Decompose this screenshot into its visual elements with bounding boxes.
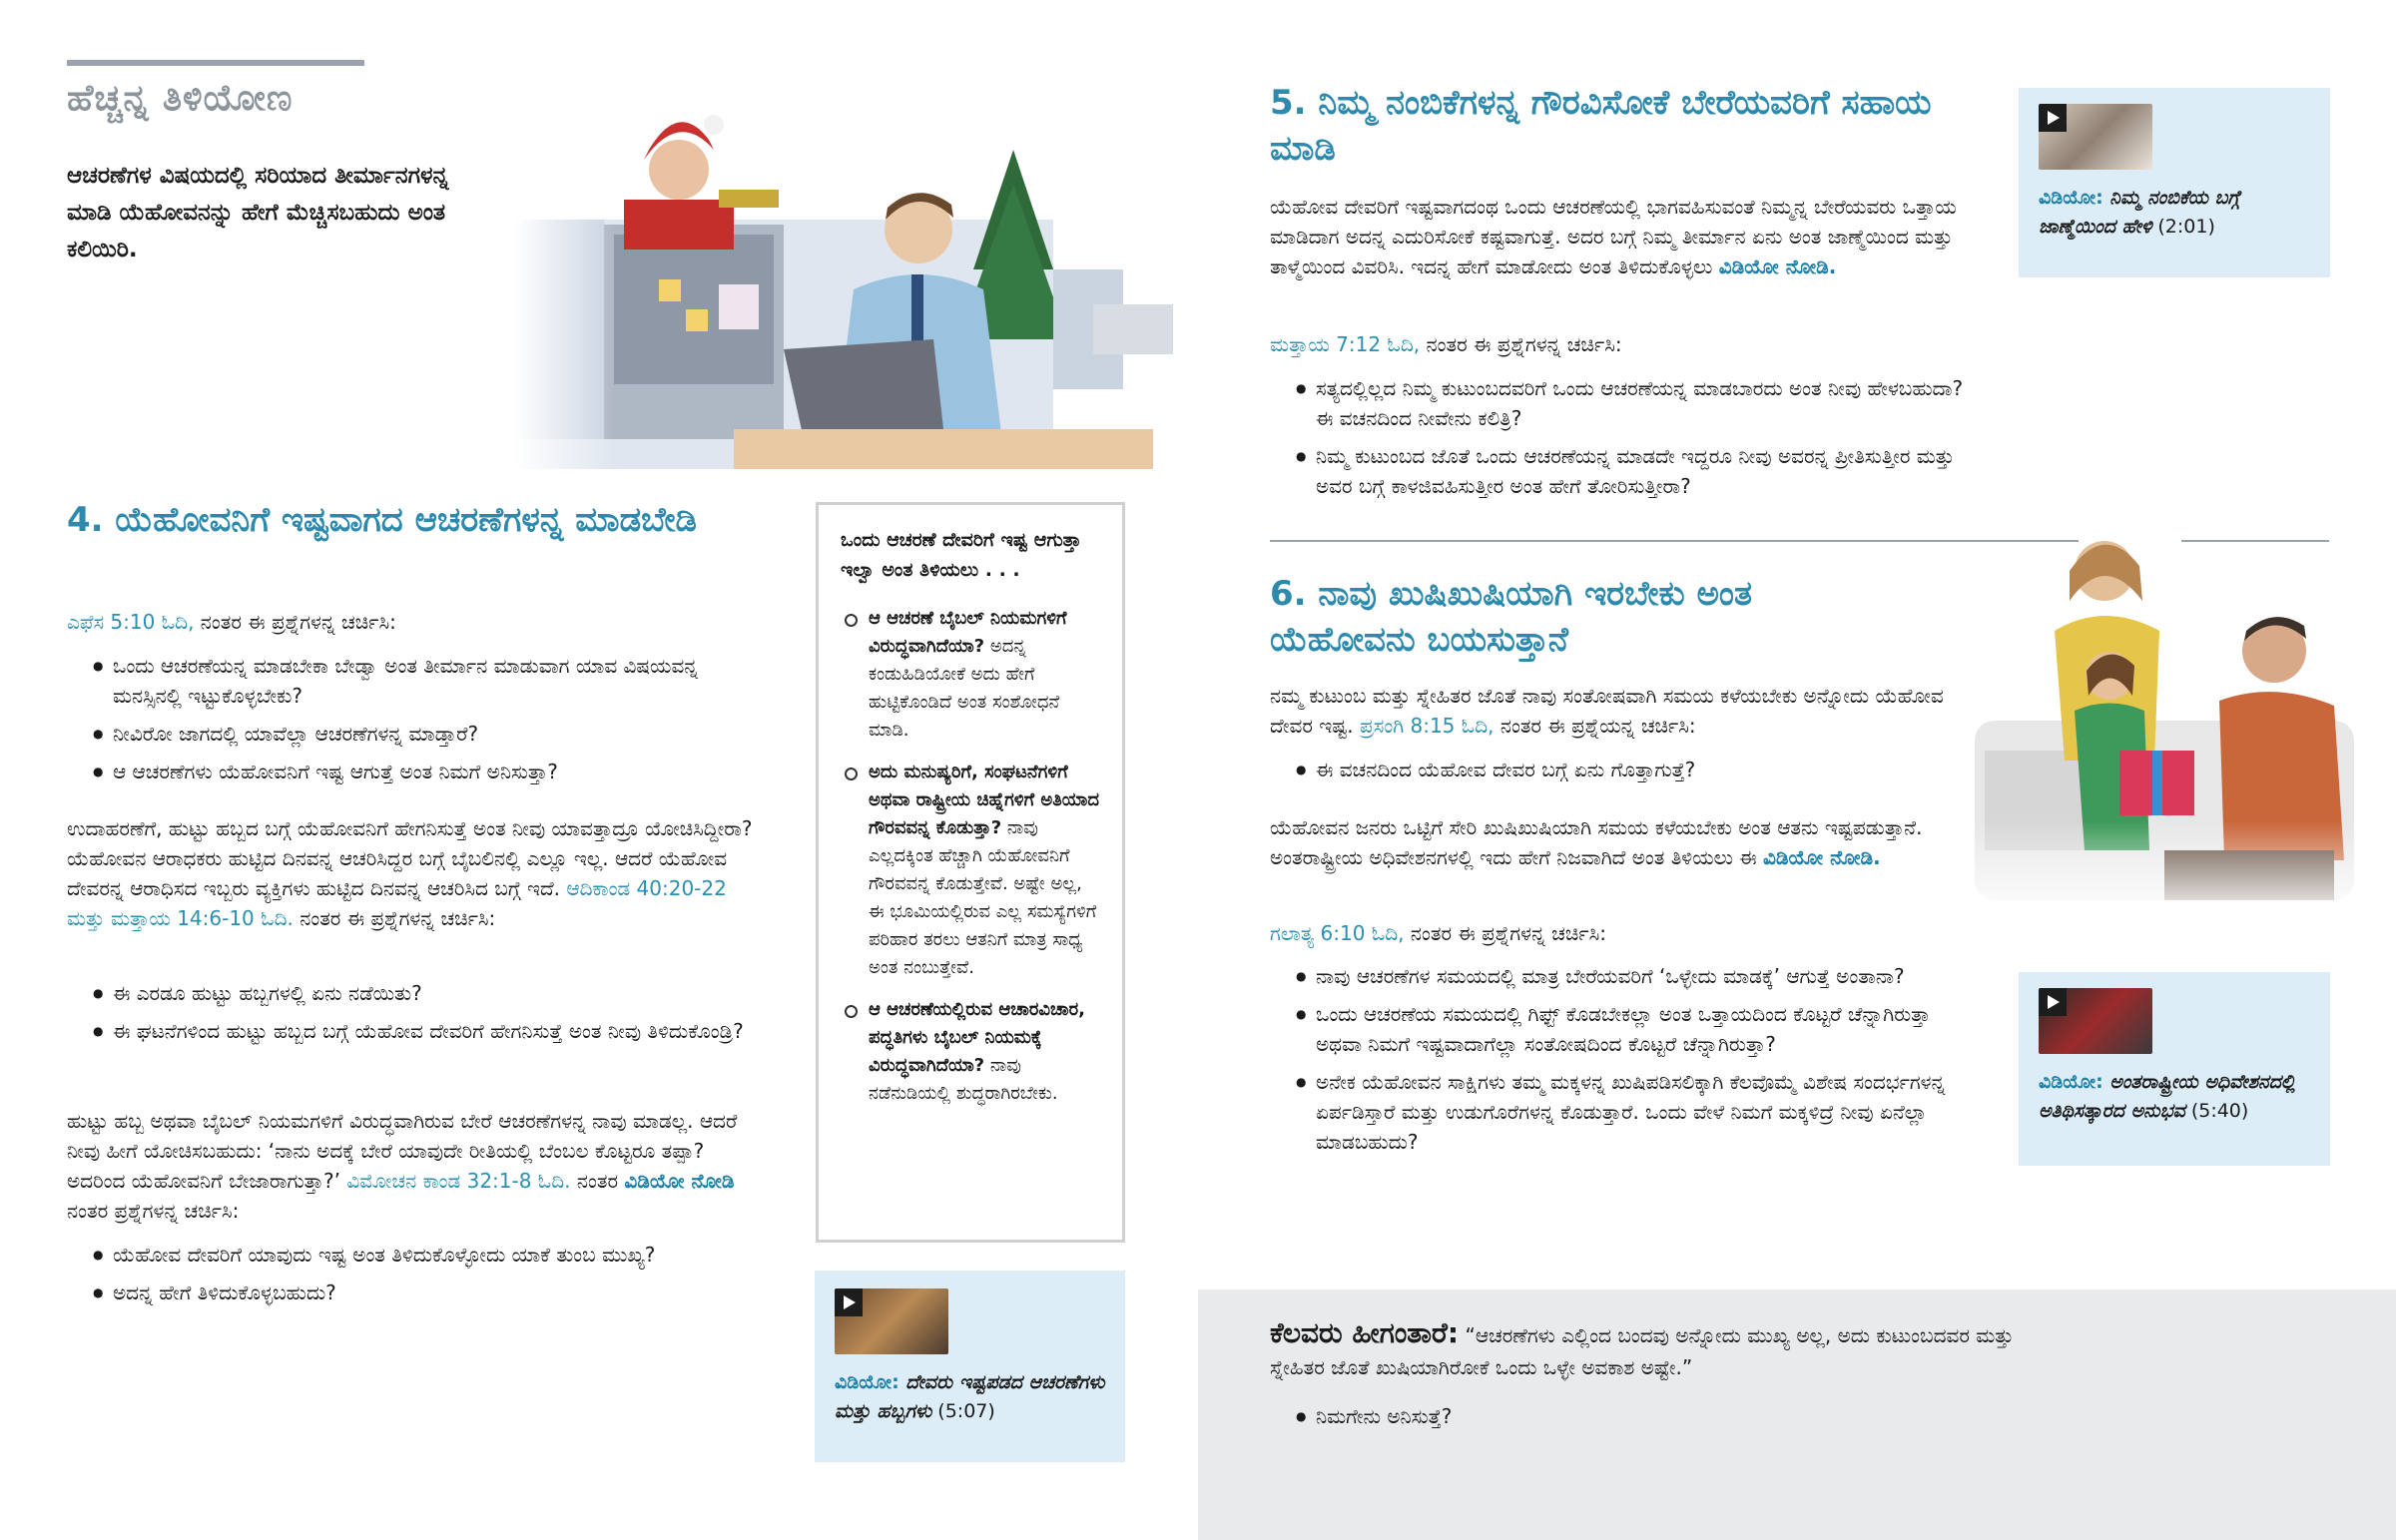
section6-lead: ಗಲಾತ್ಯ 6:10 ಓದಿ, ನಂತರ ಈ ಪ್ರಶ್ನೆಗಳನ್ನ ಚರ್ಚಿಸಿ: xyxy=(1270,921,1606,945)
sidebox-list xyxy=(841,605,1102,1108)
list-item: ● ಈ ಎರಡೂ ಹುಟ್ಟು ಹಬ್ಬಗಳಲ್ಲಿ ಏನು ನಡೆಯಿತು? xyxy=(67,978,766,1008)
matthew-reference[interactable]: ಮತ್ತಾಯ 7:12 ಓದಿ, xyxy=(1270,332,1421,356)
list-item: ● ಅನೇಕ ಯೆಹೋವನ ಸಾಕ್ಷಿಗಳು ತಮ್ಮ ಮಕ್ಕಳನ್ನ ಖುಷಿಪಡಿಸಲಿಕ್ಕಾಗಿ ಕೆಲವೊಮ್ಮೆ ವಿಶೇಷ ಸಂದರ್ಭಗಳನ್ನ ಏರ್ಪಡಿಸ್ತಾರೆ ಮತ್ತು ಉಡುಗೊರೆಗಳನ್ನ ಕೊಡುತ್ತಾರೆ. ಒಂದು ವೇಳೆ ನಿಮಗೆ ಮಕ್ಕಳಿದ್ರೆ ನೀವು ಏನೆಲ್ಲಾ ಮಾಡಬಹುದು? xyxy=(1270,1067,1969,1157)
intro-title: ಹೆಚ್ಚನ್ನ ತಿಳಿಯೋಣ xyxy=(67,78,294,119)
sidebox-title: ಒಂದು ಆಚರಣೆ ದೇವರಿಗೆ ಇಷ್ಟ ಆಗುತ್ತಾ ಇಲ್ವಾ ಅಂತ ತಿಳಿಯಲು . . . xyxy=(841,529,1082,581)
office-illustration xyxy=(514,90,1183,469)
genesis-matthew-reference[interactable]: ಆದಿಕಾಂಡ 40:20-22 ಮತ್ತು ಮತ್ತಾಯ 14:6-10 ಓದಿ. xyxy=(67,876,727,930)
intro-rule xyxy=(67,60,364,66)
criteria-sidebox xyxy=(816,502,1125,1243)
play-icon[interactable] xyxy=(835,1288,863,1316)
video-caption: ವಿಡಿಯೋ: ನಿಮ್ಮ ನಂಬಿಕೆಯ ಬಗ್ಗೆ ಜಾಣ್ಮೆಯಿಂದ ಹೇಳಿ (2:01) xyxy=(2039,187,2240,238)
list-item: ● ಒಂದು ಆಚರಣೆಯನ್ನ ಮಾಡಬೇಕಾ ಬೇಡ್ವಾ ಅಂತ ತೀರ್ಮಾನ ಮಾಡುವಾಗ ಯಾವ ವಿಷಯವನ್ನ ಮನಸ್ಸಿನಲ್ಲಿ ಇಟ್ಟುಕೊಳ್ಳಬೇಕು? xyxy=(67,651,766,711)
play-icon[interactable] xyxy=(2039,104,2067,132)
list-item: ಆ ಆಚರಣೆ ಬೈಬಲ್ ನಿಯಮಗಳಿಗೆ ವಿರುದ್ಧವಾಗಿದೆಯಾ? ಅದನ್ನ ಕಂಡುಹಿಡಿಯೋಕೆ ಅದು ಹೇಗೆ ಹುಟ್ಟಿಕೊಂಡಿದೆ ಅಂತ ಸಂಶೋಧನೆ ಮಾಡಿ. xyxy=(841,605,1102,745)
section4-lead: ಎಫೆಸ 5:10 ಓದಿ, ನಂತರ ಈ ಪ್ರಶ್ನೆಗಳನ್ನ ಚರ್ಚಿಸಿ: xyxy=(67,610,396,634)
family-illustration xyxy=(1975,521,2354,920)
section4-paragraph1: ಉದಾಹರಣೆಗೆ, ಹುಟ್ಟು ಹಬ್ಬದ ಬಗ್ಗೆ ಯೆಹೋವನಿಗೆ ಹೇಗನಿಸುತ್ತೆ ಅಂತ ನೀವು ಯಾವತ್ತಾದ್ರೂ ಯೋಚಿಸಿದ್ದೀರಾ? ಯೆಹೋವನ ಆರಾಧಕರು ಹುಟ್ಟಿದ ದಿನವನ್ನ ಆಚರಿಸಿದ್ದರ ಬಗ್ಗೆ ಬೈಬಲಿನಲ್ಲಿ ಎಲ್ಲೂ ಇಲ್ಲ. ಆದರೆ ಯೆಹೋವ ದೇವರನ್ನ ಆರಾಧಿಸದ ಇಬ್ಬರು ವ್ಯಕ್ತಿಗಳು ಹುಟ್ಟಿದ ದಿನವನ್ನ ಆಚರಿಸಿದ ಬಗ್ಗೆ ಇದೆ. ಆದಿಕಾಂಡ 40:20-22 ಮತ್ತು ಮತ್ತಾಯ 14:6-10 ಓದಿ. ನಂತರ ಈ ಪ್ರಶ್ನೆಗಳನ್ನ ಚರ್ಚಿಸಿ: xyxy=(67,816,753,930)
list-item: ● ಈ ಘಟನೆಗಳಿಂದ ಹುಟ್ಟು ಹಬ್ಬದ ಬಗ್ಗೆ ಯೆಹೋವ ದೇವರಿಗೆ ಹೇಗನಿಸುತ್ತೆ ಅಂತ ನೀವು ತಿಳಿದುಕೊಂಡ್ರಿ? xyxy=(67,1016,766,1046)
section6-questions1 xyxy=(1270,755,1969,792)
list-item: ● ನಿಮ್ಮ ಕುಟುಂಬದ ಜೊತೆ ಒಂದು ಆಚರಣೆಯನ್ನ ಮಾಡದೇ ಇದ್ದರೂ ನೀವು ಅವರನ್ನ ಪ್ರೀತಿಸುತ್ತೀರ ಮತ್ತು ಅವರ ಬಗ್ಗೆ ಕಾಳಜಿವಹಿಸುತ್ತೀರ ಅಂತ ಹೇಗೆ ತೋರಿಸುತ್ತೀರಾ? xyxy=(1270,441,1969,501)
section-divider xyxy=(1270,540,2079,542)
list-item: ● ಯೆಹೋವ ದೇವರಿಗೆ ಯಾವುದು ಇಷ್ಟ ಅಂತ ತಿಳಿದುಕೊಳ್ಳೋದು ಯಾಕೆ ತುಂಬ ಮುಖ್ಯ? xyxy=(67,1240,766,1270)
video-box-convention[interactable] xyxy=(2019,972,2330,1166)
video-box-beliefs[interactable] xyxy=(2019,88,2330,277)
section5-questions xyxy=(1270,373,1969,509)
video-box-celebrations[interactable] xyxy=(815,1271,1125,1462)
video-thumbnail[interactable] xyxy=(835,1288,948,1354)
some-say-label: ಕೆಲವರು ಹೀಗಂತಾರೆ: xyxy=(1270,1316,1460,1349)
video-caption: ವಿಡಿಯೋ: ಅಂತರಾಷ್ಟ್ರೀಯ ಅಧಿವೇಶನದಲ್ಲಿ ಅತಿಥಿಸತ್ಕಾರದ ಅನುಭವ (5:40) xyxy=(2039,1071,2296,1122)
list-item: ಆ ಆಚರಣೆಯಲ್ಲಿರುವ ಆಚಾರವಿಚಾರ, ಪದ್ಧತಿಗಳು ಬೈಬಲ್ ನಿಯಮಕ್ಕೆ ವಿರುದ್ಧವಾಗಿದೆಯಾ? ನಾವು ನಡೆನುಡಿಯಲ್ಲಿ ಶುದ್ಧರಾಗಿರಬೇಕು. xyxy=(841,996,1102,1108)
galatians-reference[interactable]: ಗಲಾತ್ಯ 6:10 ಓದಿ, xyxy=(1270,921,1405,945)
ephesians-reference[interactable]: ಎಫೆಸ 5:10 ಓದಿ, xyxy=(67,610,195,634)
video-thumbnail[interactable] xyxy=(2039,104,2152,170)
list-item: ● ಈ ವಚನದಿಂದ ಯೆಹೋವ ದೇವರ ಬಗ್ಗೆ ಏನು ಗೊತ್ತಾಗುತ್ತೆ? xyxy=(1270,755,1969,784)
section6-paragraph2: ಯೆಹೋವನ ಜನರು ಒಟ್ಟಿಗೆ ಸೇರಿ ಖುಷಿಖುಷಿಯಾಗಿ ಸಮಯ ಕಳೆಯಬೇಕು ಅಂತ ಆತನು ಇಷ್ಟಪಡುತ್ತಾನೆ. ಅಂತರಾಷ್ಟ್ರೀಯ ಅಧಿವೇಶನಗಳಲ್ಲಿ ಇದು ಹೇಗೆ ನಿಜವಾಗಿದೆ ಅಂತ ತಿಳಿಯಲು ಈ ವಿಡಿಯೋ ನೋಡಿ. xyxy=(1270,815,1923,869)
section4-paragraph2: ಹುಟ್ಟು ಹಬ್ಬ ಅಥವಾ ಬೈಬಲ್ ನಿಯಮಗಳಿಗೆ ವಿರುದ್ಧವಾಗಿರುವ ಬೇರೆ ಆಚರಣೆಗಳನ್ನ ನಾವು ಮಾಡಲ್ಲ. ಆದರೆ ನೀವು ಹೀಗೆ ಯೋಚಿಸಬಹುದು: ‘ನಾನು ಅದಕ್ಕೆ ಬೇರೆ ಯಾವುದೇ ರೀತಿಯಲ್ಲಿ ಬೆಂಬಲ ಕೊಟ್ಟರೂ ತಪ್ಪಾ? ಅದರಿಂದ ಯೆಹೋವನಿಗೆ ಬೇಜಾರಾಗುತ್ತಾ?’ ವಿಮೋಚನ ಕಾಂಡ 32:1-8 ಓದಿ. ನಂತರ ವಿಡಿಯೋ ನೋಡಿ ನಂತರ ಪ್ರಶ್ನೆಗಳನ್ನ ಚರ್ಚಿಸಿ: xyxy=(67,1109,738,1223)
video-thumbnail[interactable] xyxy=(2039,988,2152,1054)
list-item: ● ಸತ್ಯದಲ್ಲಿಲ್ಲದ ನಿಮ್ಮ ಕುಟುಂಬದವರಿಗೆ ಒಂದು ಆಚರಣೆಯನ್ನ ಮಾಡಬಾರದು ಅಂತ ನೀವು ಹೇಳಬಹುದಾ? ಈ ವಚನದಿಂದ ನೀವೇನು ಕಲಿತ್ರಿ? xyxy=(1270,373,1969,433)
exodus-reference[interactable]: ವಿಮೋಚನ ಕಾಂಡ 32:1-8 ಓದಿ. xyxy=(346,1169,571,1193)
list-item: ಅದು ಮನುಷ್ಯರಿಗೆ, ಸಂಘಟನೆಗಳಿಗೆ ಅಥವಾ ರಾಷ್ಟ್ರೀಯ ಚಿಹ್ನೆಗಳಿಗೆ ಅತಿಯಾದ ಗೌರವವನ್ನ ಕೊಡುತ್ತಾ? ನಾವು ಎಲ್ಲದಕ್ಕಿಂತ ಹೆಚ್ಚಾಗಿ ಯೆಹೋವನಿಗೆ ಗೌರವವನ್ನ ಕೊಡುತ್ತೇವೆ. ಅಷ್ಟೇ ಅಲ್ಲ, ಈ ಭೂಮಿಯಲ್ಲಿರುವ ಎಲ್ಲ ಸಮಸ್ಯೆಗಳಿಗೆ ಪರಿಹಾರ ತರಲು ಆತನಿಗೆ ಮಾತ್ರ ಸಾಧ್ಯ ಅಂತ ನಂಬುತ್ತೇವೆ. xyxy=(841,759,1102,982)
some-say-questions xyxy=(1270,1401,1969,1439)
watch-video-link[interactable]: ವಿಡಿಯೋ ನೋಡಿ. xyxy=(1763,845,1881,869)
watch-video-link[interactable]: ವಿಡಿಯೋ ನೋಡಿ. xyxy=(1718,255,1837,278)
section6-heading: 6. ನಾವು ಖುಷಿಖುಷಿಯಾಗಿ ಇರಬೇಕು ಅಂತ ಯೆಹೋವನು ಬಯಸುತ್ತಾನೆ xyxy=(1270,574,1752,660)
section4-questions2 xyxy=(67,978,766,1054)
section4-heading: 4. ಯೆಹೋವನಿಗೆ ಇಷ್ಟವಾಗದ ಆಚರಣೆಗಳನ್ನ ಮಾಡಬೇಡಿ xyxy=(67,500,697,540)
list-item: ● ನಾವು ಆಚರಣೆಗಳ ಸಮಯದಲ್ಲಿ ಮಾತ್ರ ಬೇರೆಯವರಿಗೆ ‘ಒಳ್ಳೇದು ಮಾಡಕ್ಕೆ’ ಆಗುತ್ತೆ ಅಂತಾನಾ? xyxy=(1270,961,1969,991)
some-say-text: ಕೆಲವರು ಹೀಗಂತಾರೆ: “ಆಚರಣೆಗಳು ಎಲ್ಲಿಂದ ಬಂದವು ಅನ್ನೋದು ಮುಖ್ಯ ಅಲ್ಲ, ಅದು ಕುಟುಂಬದವರ ಮತ್ತು ಸ್ನೇಹಿತರ ಜೊತೆ ಖುಷಿಯಾಗಿರೋಕೆ ಒಂದು ಒಳ್ಳೇ ಅವಕಾಶ ಅಷ್ಟೇ.” xyxy=(1270,1316,2014,1379)
section5-heading: 5. ನಿಮ್ಮ ನಂಬಿಕೆಗಳನ್ನ ಗೌರವಿಸೋಕೆ ಬೇರೆಯವರಿಗೆ ಸಹಾಯ ಮಾಡಿ xyxy=(1270,83,1932,169)
section6-paragraph1: ನಮ್ಮ ಕುಟುಂಬ ಮತ್ತು ಸ್ನೇಹಿತರ ಜೊತೆ ನಾವು ಸಂತೋಷವಾಗಿ ಸಮಯ ಕಳೆಯಬೇಕು ಅನ್ನೋದು ಯೆಹೋವ ದೇವರ ಇಷ್ಟ. ಪ್ರಸಂಗಿ 8:15 ಓದಿ, ನಂತರ ಈ ಪ್ರಶ್ನೆಯನ್ನ ಚರ್ಚಿಸಿ: xyxy=(1270,684,1944,738)
video-caption: ವಿಡಿಯೋ: ದೇವರು ಇಷ್ಟಪಡದ ಆಚರಣೆಗಳು ಮತ್ತು ಹಬ್ಬಗಳು (5:07) xyxy=(835,1371,1105,1422)
section4-questions1 xyxy=(67,651,766,794)
list-item: ● ಆ ಆಚರಣೆಗಳು ಯೆಹೋವನಿಗೆ ಇಷ್ಟ ಆಗುತ್ತೆ ಅಂತ ನಿಮಗೆ ಅನಿಸುತ್ತಾ? xyxy=(67,757,766,786)
watch-video-link[interactable]: ವಿಡಿಯೋ ನೋಡಿ xyxy=(624,1169,735,1193)
list-item: ● ಅದನ್ನ ಹೇಗೆ ತಿಳಿದುಕೊಳ್ಳಬಹುದು? xyxy=(67,1278,766,1307)
section6-questions2 xyxy=(1270,961,1969,1165)
list-item: ● ನಿಮಗೇನು ಅನಿಸುತ್ತೆ? xyxy=(1270,1401,1969,1431)
section5-paragraph: ಯೆಹೋವ ದೇವರಿಗೆ ಇಷ್ಟವಾಗದಂಥ ಒಂದು ಆಚರಣೆಯಲ್ಲಿ ಭಾಗವಹಿಸುವಂತೆ ನಿಮ್ಮನ್ನ ಬೇರೆಯವರು ಒತ್ತಾಯ ಮಾಡಿದಾಗ ಅದನ್ನ ಎದುರಿಸೋಕೆ ಕಷ್ಟವಾಗುತ್ತೆ. ಅದರ ಬಗ್ಗೆ ನಿಮ್ಮ ತೀರ್ಮಾನ ಏನು ಅಂತ ಜಾಣ್ಮೆಯಿಂದ ಮತ್ತು ತಾಳ್ಮೆಯಿಂದ ವಿವರಿಸಿ. ಇದನ್ನ ಹೇಗೆ ಮಾಡೋದು ಅಂತ ತಿಳಿದುಕೊಳ್ಳಲು ವಿಡಿಯೋ ನೋಡಿ. xyxy=(1270,195,1957,278)
section5-lead: ಮತ್ತಾಯ 7:12 ಓದಿ, ನಂತರ ಈ ಪ್ರಶ್ನೆಗಳನ್ನ ಚರ್ಚಿಸಿ: xyxy=(1270,332,1622,356)
intro-text: ಆಚರಣೆಗಳ ವಿಷಯದಲ್ಲಿ ಸರಿಯಾದ ತೀರ್ಮಾನಗಳನ್ನ ಮಾಡಿ ಯೆಹೋವನನ್ನು ಹೇಗೆ ಮೆಚ್ಚಿಸಬಹುದು ಅಂತ ಕಲಿಯಿರಿ. xyxy=(67,163,449,262)
list-item: ● ನೀವಿರೋ ಜಾಗದಲ್ಲಿ ಯಾವೆಲ್ಲಾ ಆಚರಣೆಗಳನ್ನ ಮಾಡ್ತಾರೆ? xyxy=(67,719,766,749)
ecclesiastes-reference[interactable]: ಪ್ರಸಂಗಿ 8:15 ಓದಿ, xyxy=(1360,714,1495,738)
section4-questions3 xyxy=(67,1240,766,1315)
some-say-box xyxy=(1198,1289,2396,1540)
play-icon[interactable] xyxy=(2039,988,2067,1016)
list-item: ● ಒಂದು ಆಚರಣೆಯ ಸಮಯದಲ್ಲಿ ಗಿಫ್ಟ್ ಕೊಡಬೇಕಲ್ಲಾ ಅಂತ ಒತ್ತಾಯದಿಂದ ಕೊಟ್ಟರೆ ಚೆನ್ನಾಗಿರುತ್ತಾ ಅಥವಾ ನಿಮಗೆ ಇಷ್ಟವಾದಾಗೆಲ್ಲಾ ಸಂತೋಷದಿಂದ ಕೊಟ್ಟರೆ ಚೆನ್ನಾಗಿರುತ್ತಾ? xyxy=(1270,999,1969,1059)
